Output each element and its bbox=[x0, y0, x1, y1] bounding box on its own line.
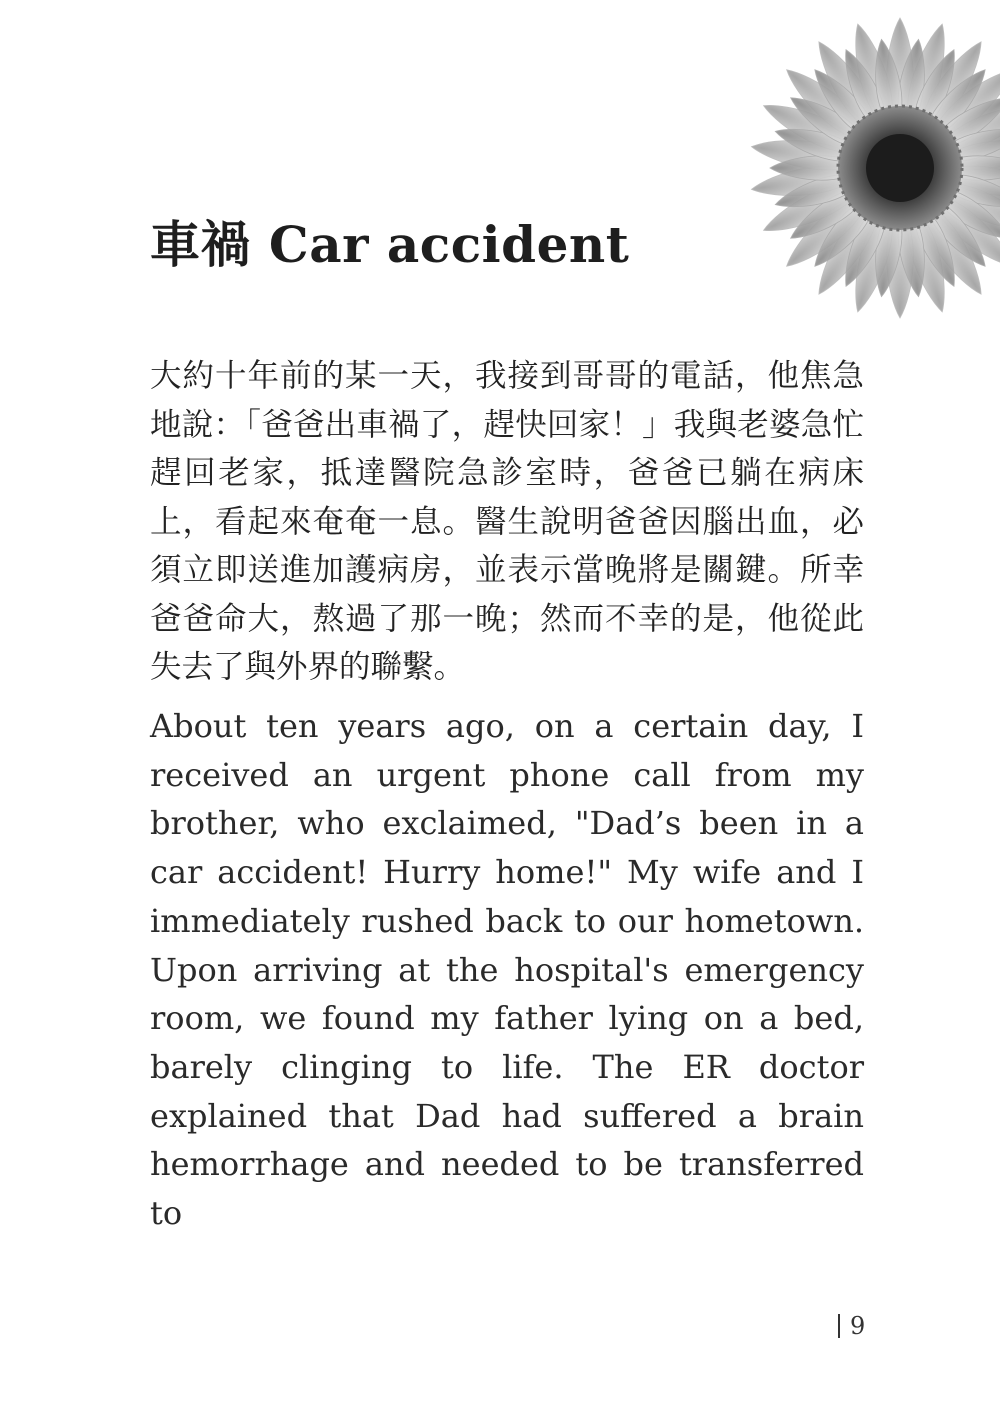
page-number-divider bbox=[838, 1314, 840, 1338]
chinese-paragraph: 大約十年前的某一天，我接到哥哥的電話，他焦急地說：「爸爸出車禍了，趕快回家！」我與老婆急忙趕回老家，抵達醫院急診室時，爸爸已躺在病床上，看起來奄奄一息。醫生說明爸爸因腦出血，必須立即送進加護病房，並表示當晚將是關鍵。所幸爸爸命大，熬過了那一晚；然而不幸的是，他從此失去了與外界的聯繫。 bbox=[150, 358, 864, 685]
page-number-footer bbox=[838, 1314, 865, 1338]
english-paragraph: About ten years ago, on a certain day, I received an urgent phone call from my brother, who exclaimed, "Dad’s been in a car accident! Hurry home!" My wife and I immediately rushed back to our hometown. Upon arriving at the hospital's emergency room, we found my father lying on a bed, barely clinging to life. The ER doctor explained that Dad had suffered a brain hemorrhage and needed to be transferred to bbox=[150, 707, 864, 1233]
sunflower-icon bbox=[728, 0, 1000, 330]
chapter-title: 車禍 Car accident bbox=[150, 214, 630, 274]
page-number: 9 bbox=[850, 1312, 866, 1340]
